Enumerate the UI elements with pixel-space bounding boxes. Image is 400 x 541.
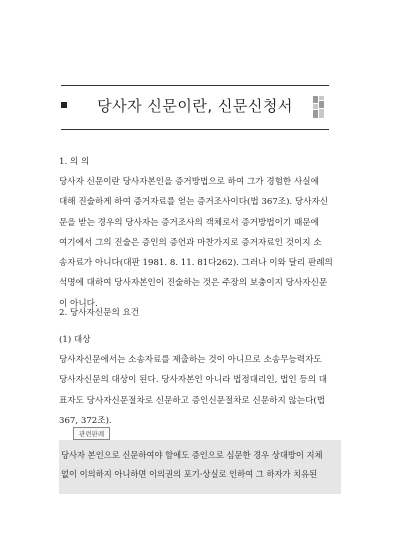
related-case-tag: 관련판례 — [73, 427, 110, 440]
related-case-note — [59, 440, 341, 494]
section1-body — [59, 172, 341, 314]
section2-line: 당사자신문의 대상이 된다. 당사자본인 아니라 법정대리인, 법인 등의 대 — [59, 375, 328, 386]
section1-line: 송자료가 아니다(대판 1981. 8. 11. 81다262). 그러나 이와 달리 판례의 — [59, 258, 333, 269]
section1-line: 이 아니다. — [59, 298, 98, 309]
section1-line: 석명에 대하여 당사자본인이 진술하는 것은 주장의 보충이지 당사자신문 — [59, 278, 328, 289]
section2-heading: 2. 당사자신문의 요건 — [59, 308, 140, 318]
note-line: 없이 이의하지 아니하면 이의권의 포기·상실로 인하여 그 하자가 치유된 — [61, 469, 318, 479]
section2-line: 표자도 당사자신문절차로 신문하고 증인신문절차로 신문하지 않는다(법 — [59, 395, 326, 406]
section2-line: 당사자신문에서는 소송자료를 제출하는 것이 아니므로 소송무능력자도 — [59, 355, 322, 365]
section2-subheading: (1) 대상 — [59, 335, 91, 345]
section2-line: 367, 372조). — [59, 415, 112, 426]
title-box — [61, 85, 329, 130]
page-title: 당사자 신문이란, 신문신청서 — [97, 97, 293, 115]
section1-heading: 1. 의 의 — [59, 157, 90, 167]
note-line: 당사자 본인으로 신문하여야 함에도 증인으로 심문한 경우 상대방이 지체 — [61, 450, 323, 460]
section1-line: 당사자 신문이란 당사자본인을 증거방법으로 하여 그가 경험한 사실에 — [59, 177, 319, 187]
section1-line: 대해 진술하게 하여 증거자료를 얻는 증거조사이다(법 367조). 당사자신 — [59, 197, 329, 208]
decorative-block-icon — [313, 96, 325, 118]
section1-line: 문을 받는 경우의 당사자는 증거조사의 객체로서 증거방법이기 때문에 — [59, 217, 319, 228]
section2-body — [59, 350, 341, 431]
section1-line: 여기에서 그의 진술은 증인의 증언과 마찬가지로 증거자료인 것이지 소 — [59, 237, 322, 248]
